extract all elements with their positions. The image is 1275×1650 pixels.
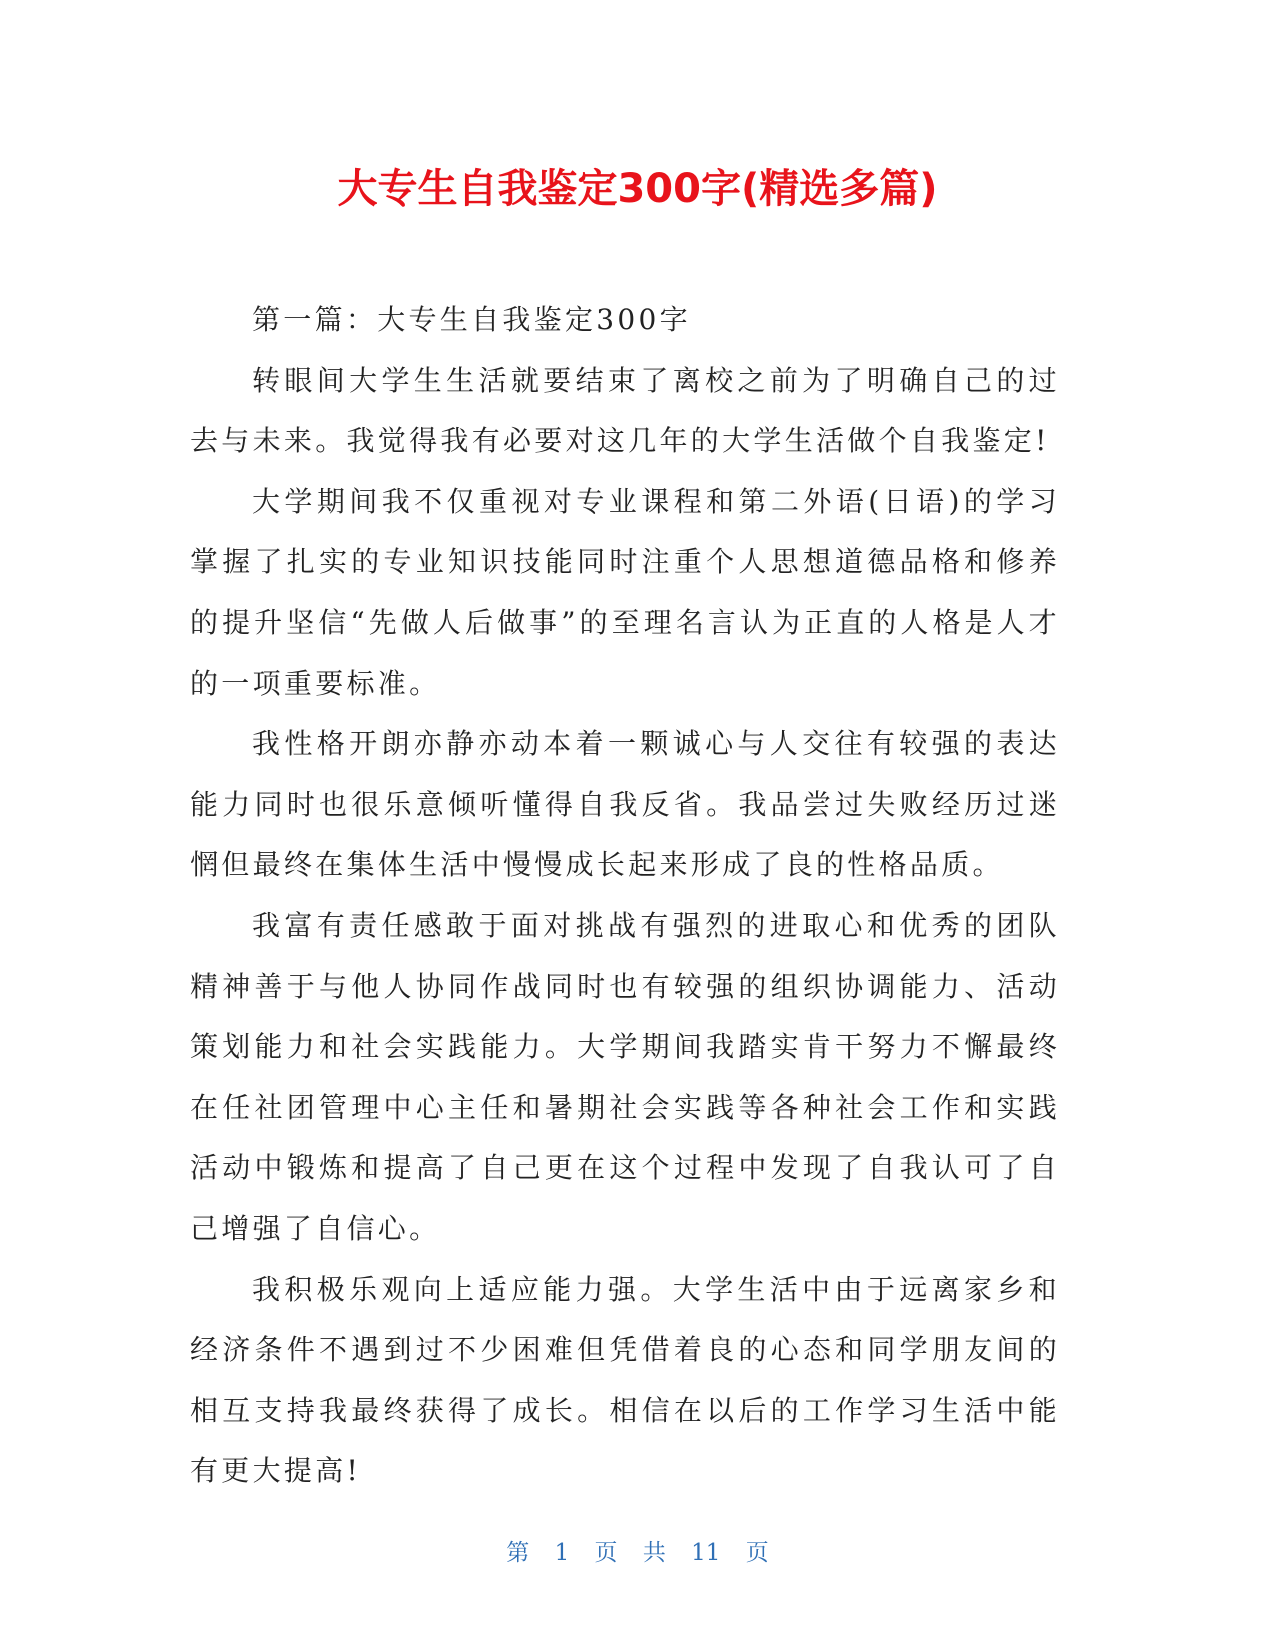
- footer-total-label: 共: [642, 1540, 666, 1566]
- page-footer: [0, 1538, 1275, 1568]
- footer-current-page: 1: [554, 1540, 570, 1566]
- footer-page-unit: 页: [594, 1540, 618, 1566]
- body-paragraph: 转眼间大学生生活就要结束了离校之前为了明确自己的过去与未来。我觉得我有必要对这几年的大学生活做个自我鉴定!: [190, 363, 1060, 458]
- footer-page-label: 第: [506, 1540, 530, 1566]
- document-title: 大专生自我鉴定300字(精选多篇): [337, 166, 938, 212]
- footer-total-pages: 11: [691, 1540, 721, 1566]
- body-paragraph: 大学期间我不仅重视对专业课程和第二外语(日语)的学习掌握了扎实的专业知识技能同时注重个人思想道德品格和修养的提升坚信“先做人后做事”的至理名言认为正直的人格是人才的一项重要标准。: [190, 484, 1060, 700]
- body-paragraph: 我积极乐观向上适应能力强。大学生活中由于远离家乡和经济条件不遇到过不少困难但凭借着良的心态和同学朋友间的相互支持我最终获得了成长。相信在以后的工作学习生活中能有更大提高!: [190, 1272, 1060, 1488]
- document-body: [190, 290, 1060, 1502]
- footer-total-unit: 页: [745, 1540, 769, 1566]
- section-heading: 第一篇：大专生自我鉴定300字: [252, 303, 691, 336]
- body-paragraph: 我性格开朗亦静亦动本着一颗诚心与人交往有较强的表达能力同时也很乐意倾听懂得自我反省。我品尝过失败经历过迷惘但最终在集体生活中慢慢成长起来形成了良的性格品质。: [190, 727, 1060, 882]
- body-paragraph: 我富有责任感敢于面对挑战有强烈的进取心和优秀的团队精神善于与他人协同作战同时也有较强的组织协调能力、活动策划能力和社会实践能力。大学期间我踏实肯干努力不懈最终在任社团管理中心主任和暑期社会实践等各种社会工作和实践活动中锻炼和提高了自己更在这个过程中发现了自我认可了自己增强了自信心。: [190, 908, 1060, 1245]
